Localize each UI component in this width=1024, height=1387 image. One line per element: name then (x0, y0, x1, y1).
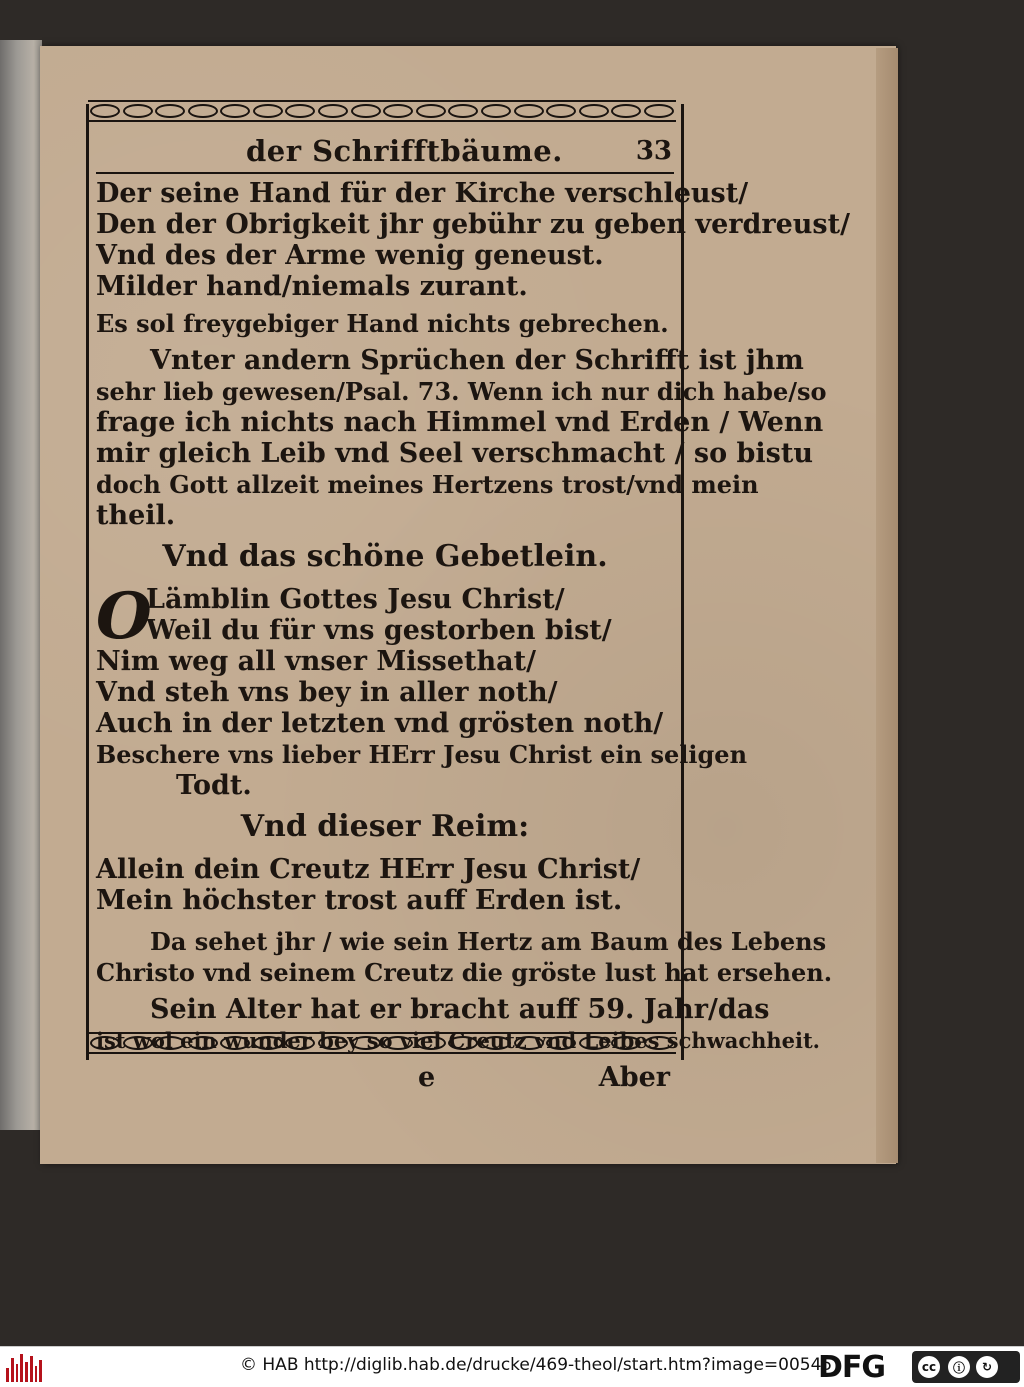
text-line: doch Gott allzeit meines Hertzens trost/vnd mein (96, 470, 759, 499)
text-line: Der seine Hand für der Kirche verschleust/ (96, 178, 749, 209)
closing-line: Christo vnd seinem Creutz die gröste lust hat ersehen. (96, 958, 833, 987)
prayer-line: Weil du für vns gestorben bist/ (146, 615, 612, 646)
page-number: 33 (635, 136, 672, 166)
text-line: Vnd des der Arme wenig geneust. (96, 240, 604, 271)
catchword: Aber (598, 1062, 670, 1093)
rhyme-line: Allein dein Creutz HErr Jesu Christ/ (96, 854, 641, 885)
previous-page-edge (0, 40, 42, 1130)
prayer-block (96, 579, 674, 654)
page-text-block (96, 134, 850, 1093)
prayer-line: Nim weg all vnser Missethat/ (96, 646, 536, 677)
ornament-border-top (88, 100, 676, 122)
drop-cap-initial: O (96, 579, 152, 654)
hab-logo-icon[interactable] (6, 1352, 42, 1382)
prayer-line: Auch in der letzten vnd grösten noth/ (96, 708, 664, 739)
heading-prayer: Vnd das schöne Gebetlein. (162, 539, 608, 574)
text-line: Den der Obrigkeit jhr gebühr zu geben verdreust/ (96, 209, 850, 240)
page-header (96, 136, 674, 174)
sa-icon: ↻ (976, 1356, 998, 1378)
signature-mark: e (418, 1062, 436, 1093)
text-line: sehr lieb gewesen/Psal. 73. Wenn ich nur dich habe/so (96, 377, 827, 406)
text-line: Vnter andern Sprüchen der Schrifft ist jhm (150, 345, 804, 376)
dfg-logo[interactable]: DFG (818, 1350, 886, 1385)
page-footer-line (96, 1062, 674, 1092)
prayer-line: Todt. (176, 770, 252, 801)
viewer-footer-bar (0, 1346, 1024, 1387)
text-line: frage ich nichts nach Himmel vnd Erden / Wenn (96, 407, 824, 438)
prayer-line: Lämblin Gottes Jesu Christ/ (146, 584, 565, 615)
cc-license-badge[interactable] (912, 1351, 1020, 1383)
running-head: der Schrifftbäume. (246, 134, 563, 168)
text-line: theil. (96, 500, 176, 531)
closing-line: Sein Alter hat er bracht auff 59. Jahr/das (150, 994, 770, 1025)
heading-rhyme: Vnd dieser Reim: (240, 809, 530, 844)
text-line: mir gleich Leib vnd Seel verschmacht / so bistu (96, 438, 813, 469)
page-fore-edge (876, 48, 898, 1163)
text-line: Milder hand/niemals zurant. (96, 271, 528, 302)
copyright-link[interactable]: © HAB http://diglib.hab.de/drucke/469-theol/start.htm?image=00545 (240, 1355, 833, 1375)
by-icon: ⓘ (948, 1356, 970, 1378)
text-line: Es sol freygebiger Hand nichts gebrechen. (96, 309, 669, 338)
prayer-line: Vnd steh vns bey in aller noth/ (96, 677, 558, 708)
prayer-line: Beschere vns lieber HErr Jesu Christ ein seligen (96, 740, 748, 769)
cc-icon: cc (916, 1354, 942, 1380)
ornament-border-bottom (88, 1032, 676, 1054)
closing-line: Da sehet jhr / wie sein Hertz am Baum des Lebens (150, 927, 827, 956)
closing-line: ist wol ein wunder bey so viel Creutz vnd Leibes schwachheit. (96, 1028, 820, 1053)
rhyme-line: Mein höchster trost auff Erden ist. (96, 885, 623, 916)
